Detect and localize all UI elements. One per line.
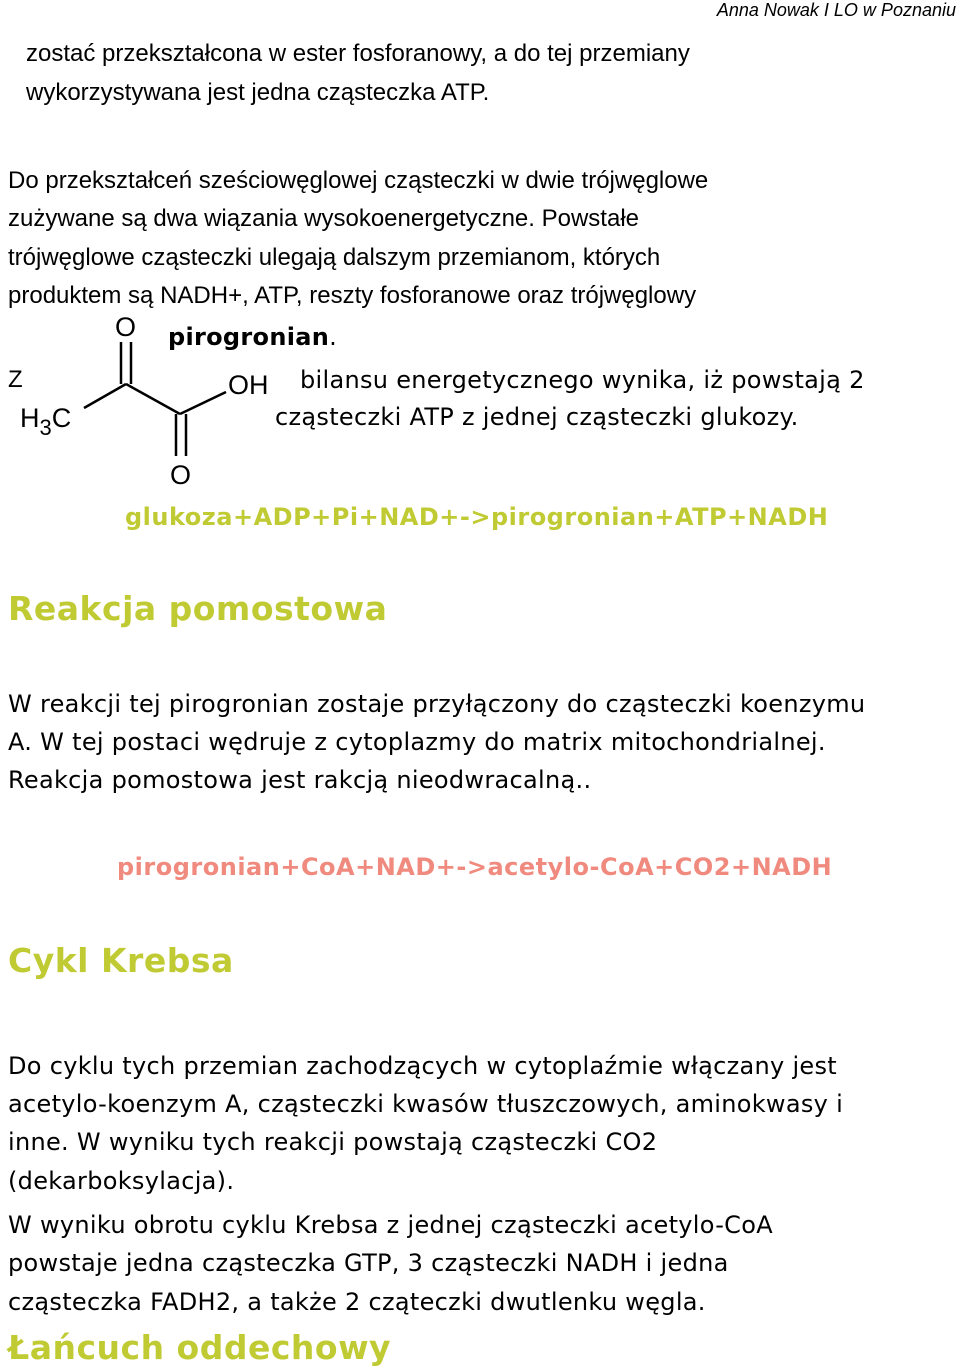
section-2-para-1-line-2: acetylo-koenzym A, cząsteczki kwasów tłuszczowych, aminokwasy i xyxy=(8,1090,844,1118)
heading-reakcja-pomostowa: Reakcja pomostowa xyxy=(8,589,388,628)
equation-glycolysis: glukoza+ADP+Pi+NAD+->pirogronian+ATP+NADH xyxy=(125,503,829,531)
paragraph-2-line-3: trójwęglowe cząsteczki ulegają dalszym przemianom, których xyxy=(8,244,661,271)
section-2-para-2-line-3: cząsteczka FADH2, a także 2 cząteczki dwutlenku węgla. xyxy=(8,1288,706,1316)
section-1-line-1: W reakcji tej pirogronian zostaje przyłączony do cząsteczki koenzymu xyxy=(8,690,866,718)
pirogronian-period: . xyxy=(329,323,338,351)
molecule-methyl-label xyxy=(20,403,71,440)
methyl-c: C xyxy=(51,403,72,433)
heading-cykl-krebsa: Cykl Krebsa xyxy=(8,941,234,980)
bilans-line-2: cząsteczki ATP z jednej cząsteczki glukozy. xyxy=(275,403,799,431)
bond-carboxyl-hydroxyl xyxy=(180,392,226,414)
bond-methyl-carbonyl xyxy=(84,384,126,408)
molecule-hydroxyl-label: OH xyxy=(228,370,269,400)
paragraph-2-line-4: produktem są NADH+, ATP, reszty fosforanowe oraz trójwęglowy xyxy=(8,282,697,309)
bilans-line-1: bilansu energetycznego wynika, iż powstają 2 xyxy=(300,366,865,394)
heading-lancuch-oddechowy: Łańcuch oddechowy xyxy=(8,1328,392,1367)
paragraph-2-line-2: zużywane są dwa wiązania wysokoenergetyczne. Powstałe xyxy=(8,205,639,232)
section-2-para-1-line-4: (dekarboksylacja). xyxy=(8,1167,235,1195)
molecule-oxygen-top: O xyxy=(115,312,137,342)
molecule-oxygen-bottom: O xyxy=(170,460,192,490)
section-2-para-1-line-1: Do cyklu tych przemian zachodzących w cytoplaźmie włączany jest xyxy=(8,1052,838,1080)
section-2-para-2-line-2: powstaje jedna cząsteczka GTP, 3 cząsteczki NADH i jedna xyxy=(8,1249,729,1277)
paragraph-2-line-1: Do przekształceń sześciowęglowej cząsteczki w dwie trójwęglowe xyxy=(8,167,709,194)
section-2-para-2-line-1: W wyniku obrotu cyklu Krebsa z jednej cząsteczki acetylo-CoA xyxy=(8,1211,773,1239)
section-1-line-2: A. W tej postaci wędruje z cytoplazmy do matrix mitochondrialnej. xyxy=(8,728,826,756)
pirogronian-word: pirogronian xyxy=(168,323,330,351)
section-1-line-3: Reakcja pomostowa jest rakcją nieodwracalną.. xyxy=(8,766,592,794)
equation-link-reaction: pirogronian+CoA+NAD+->acetylo-CoA+CO2+NADH xyxy=(117,853,833,881)
paragraph-1-line-1: zostać przekształcona w ester fosforanowy, a do tej przemiany xyxy=(26,40,690,67)
methyl-subscript: 3 xyxy=(39,415,52,440)
bilans-z-letter: Z xyxy=(8,366,23,393)
pyruvate-structure-diagram xyxy=(0,300,300,500)
bond-carbonyl-carboxyl xyxy=(126,384,180,414)
paragraph-1-line-2: wykorzystywana jest jedna cząsteczka ATP. xyxy=(26,79,490,106)
methyl-h: H xyxy=(20,403,40,433)
page-header-author: Anna Nowak I LO w Poznaniu xyxy=(716,0,956,20)
section-2-para-1-line-3: inne. W wyniku tych reakcji powstają cząsteczki CO2 xyxy=(8,1128,658,1156)
